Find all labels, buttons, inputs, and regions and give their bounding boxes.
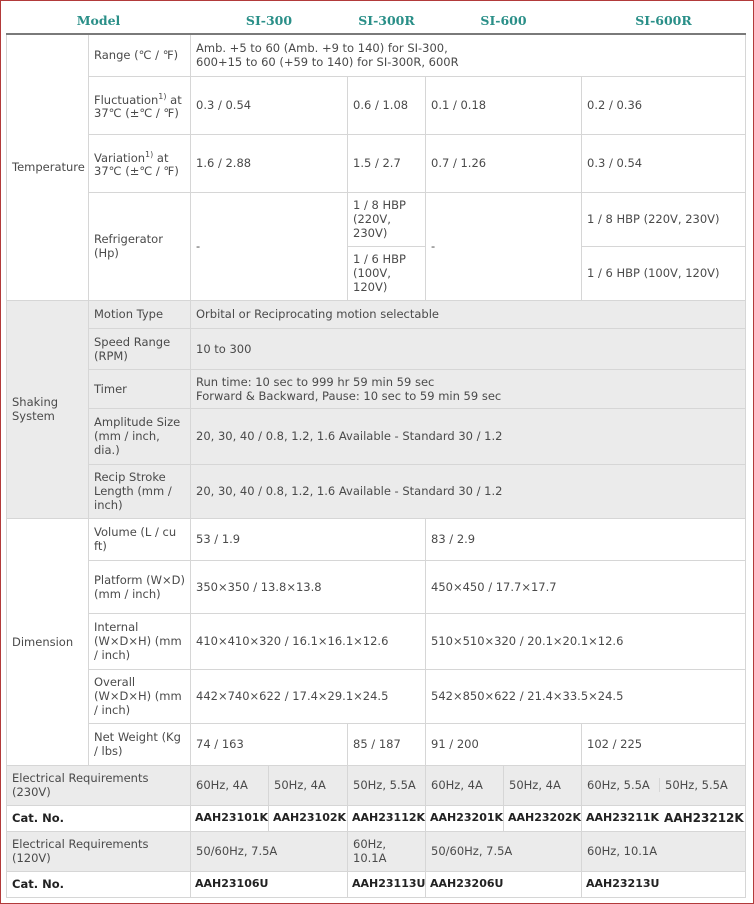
row-label-cat120: Cat. No. <box>7 871 191 897</box>
refrigerator-si600r-b: 1 / 6 HBP (100V, 120V) <box>582 246 746 300</box>
header-si600r: SI-600R <box>582 8 746 34</box>
timer-value <box>191 369 746 408</box>
refrigerator-si300: - <box>191 192 348 300</box>
timer-line-2: Forward & Backward, Pause: 10 sec to 59 min 59 sec <box>196 388 502 403</box>
cat-number: AAH23211K <box>586 811 660 824</box>
row-label-platform: Platform (W×D) (mm / inch) <box>89 560 191 613</box>
group-shaking: Shaking System <box>7 300 89 518</box>
table-row <box>7 613 746 669</box>
row-label-cat230: Cat. No. <box>7 805 191 831</box>
platform-si300: 350×350 / 13.8×13.8 <box>191 560 426 613</box>
cat-number: AAH23202K <box>504 805 582 831</box>
elec120-cell: 50/60Hz, 7.5A <box>191 831 348 871</box>
cat-number: AAH23106U <box>191 871 348 897</box>
variation-si600r: 0.3 / 0.54 <box>582 134 746 192</box>
overall-si300: 442×740×622 / 17.4×29.1×24.5 <box>191 669 426 723</box>
recip-value: 20, 30, 40 / 0.8, 1.2, 1.6 Available - Standard 30 / 1.2 <box>191 464 746 518</box>
refrigerator-si600r-a: 1 / 8 HBP (220V, 230V) <box>582 192 746 246</box>
row-label-motion: Motion Type <box>89 300 191 328</box>
fluctuation-si600: 0.1 / 0.18 <box>426 76 582 134</box>
cat-number: AAH23112K <box>348 805 426 831</box>
header-model: Model <box>7 8 191 34</box>
refrigerator-si600: - <box>426 192 582 300</box>
timer-line-1: Run time: 10 sec to 999 hr 59 min 59 sec <box>196 374 435 389</box>
elec230-cell: 50Hz, 4A <box>269 765 348 805</box>
cat-number: AAH23101K <box>191 805 269 831</box>
table-row <box>7 328 746 369</box>
elec230-cell: 50Hz, 4A <box>504 765 582 805</box>
elec230-cell: 60Hz, 4A <box>426 765 504 805</box>
table-row <box>7 723 746 765</box>
row-label-internal: Internal (W×D×H) (mm / inch) <box>89 613 191 669</box>
row-label-range: Range (℃ / ℉) <box>89 34 191 76</box>
header-si300r: SI-300R <box>348 8 426 34</box>
footnote-marker: 1) <box>158 91 167 101</box>
header-si600: SI-600 <box>426 8 582 34</box>
platform-si600: 450×450 / 17.7×17.7 <box>426 560 746 613</box>
variation-si600: 0.7 / 1.26 <box>426 134 582 192</box>
variation-si300: 1.6 / 2.88 <box>191 134 348 192</box>
table-row <box>7 134 746 192</box>
table-row <box>7 518 746 560</box>
table-row <box>7 76 746 134</box>
table-row <box>7 669 746 723</box>
weight-si300r: 85 / 187 <box>348 723 426 765</box>
table-row <box>7 831 746 871</box>
cat-number: AAH23206U <box>426 871 582 897</box>
table-row <box>7 871 746 897</box>
cat-number: AAH23201K <box>426 805 504 831</box>
fluctuation-si600r: 0.2 / 0.36 <box>582 76 746 134</box>
weight-si600: 91 / 200 <box>426 723 582 765</box>
weight-si600r: 102 / 225 <box>582 723 746 765</box>
volume-si300: 53 / 1.9 <box>191 518 426 560</box>
elec230-cell: 50Hz, 5.5A <box>665 778 728 792</box>
elec120-cell: 60Hz, 10.1A <box>582 831 746 871</box>
amplitude-value: 20, 30, 40 / 0.8, 1.2, 1.6 Available - Standard 30 / 1.2 <box>191 408 746 464</box>
range-line-2: 600+15 to 60 (+59 to 140) for SI-300R, 600R <box>196 55 459 70</box>
row-label-overall: Overall (W×D×H) (mm / inch) <box>89 669 191 723</box>
row-label-weight: Net Weight (Kg / lbs) <box>89 723 191 765</box>
variation-si300r: 1.5 / 2.7 <box>348 134 426 192</box>
table-row <box>7 369 746 408</box>
row-label-timer: Timer <box>89 369 191 408</box>
row-label-recip: Recip Stroke Length (mm / inch) <box>89 464 191 518</box>
group-dimension: Dimension <box>7 518 89 765</box>
table-row <box>7 300 746 328</box>
row-label-refrigerator: Refrigerator (Hp) <box>89 192 191 300</box>
table-row <box>7 34 746 76</box>
refrigerator-si300r-b: 1 / 6 HBP (100V, 120V) <box>348 246 426 300</box>
refrigerator-si300r-a: 1 / 8 HBP (220V, 230V) <box>348 192 426 246</box>
elec120-cell: 60Hz, 10.1A <box>348 831 426 871</box>
table-row <box>7 192 746 246</box>
range-value <box>191 34 746 76</box>
header-row <box>7 8 746 34</box>
fluctuation-si300r: 0.6 / 1.08 <box>348 76 426 134</box>
fluctuation-si300: 0.3 / 0.54 <box>191 76 348 134</box>
header-si300: SI-300 <box>191 8 348 34</box>
internal-si300: 410×410×320 / 16.1×16.1×12.6 <box>191 613 426 669</box>
range-line-1: Amb. +5 to 60 (Amb. +9 to 140) for SI-300, <box>196 41 448 56</box>
motion-value: Orbital or Reciprocating motion selectable <box>191 300 746 328</box>
spec-table <box>6 8 746 898</box>
table-row <box>7 805 746 831</box>
group-temperature: Temperature <box>7 34 89 300</box>
footnote-marker: 1) <box>145 149 154 159</box>
cat-number: AAH23113U <box>348 871 426 897</box>
internal-si600: 510×510×320 / 20.1×20.1×12.6 <box>426 613 746 669</box>
row-label-variation: Variation$^{1)}$ at 37℃ (±℃ / ℉) <box>89 134 191 192</box>
volume-si600: 83 / 2.9 <box>426 518 746 560</box>
row-label-elec120: Electrical Requirements (120V) <box>7 831 191 871</box>
table-row <box>7 765 746 805</box>
elec230-cell: 60Hz, 5.5A <box>582 778 660 792</box>
cat-number: AAH23102K <box>269 805 348 831</box>
row-label-fluctuation: Fluctuation$^{1)}$ at 37℃ (±℃ / ℉) <box>89 76 191 134</box>
row-label-volume: Volume (L / cu ft) <box>89 518 191 560</box>
elec230-cell: 50Hz, 5.5A <box>348 765 426 805</box>
cat-number: AAH23213U <box>582 871 746 897</box>
speed-value: 10 to 300 <box>191 328 746 369</box>
table-row <box>7 560 746 613</box>
weight-si300: 74 / 163 <box>191 723 348 765</box>
row-label-speed: Speed Range (RPM) <box>89 328 191 369</box>
elec120-cell: 50/60Hz, 7.5A <box>426 831 582 871</box>
overall-si600: 542×850×622 / 21.4×33.5×24.5 <box>426 669 746 723</box>
row-label-amplitude: Amplitude Size (mm / inch, dia.) <box>89 408 191 464</box>
row-label-elec230: Electrical Requirements (230V) <box>7 765 191 805</box>
cat-number: AAH23212K <box>664 811 744 825</box>
table-row <box>7 464 746 518</box>
elec230-cell: 60Hz, 4A <box>191 765 269 805</box>
table-row <box>7 408 746 464</box>
